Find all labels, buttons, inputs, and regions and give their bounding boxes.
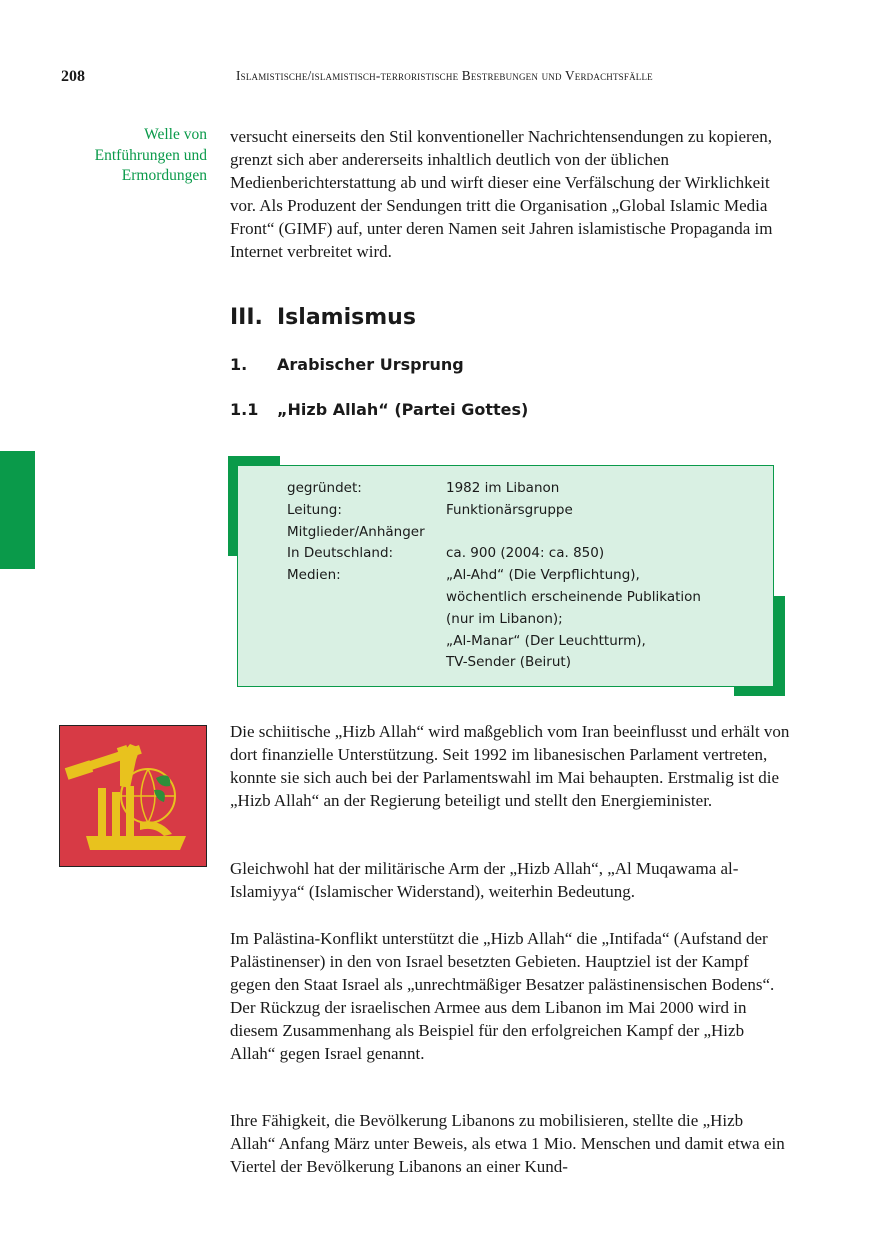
margin-note-line: Entführungen und (94, 146, 207, 164)
factbox-value (446, 522, 701, 544)
emblem-leaf (156, 775, 170, 786)
factbox-value-line: Funktionärsgruppe (446, 501, 573, 518)
factbox-value-line: „Al-Manar“ (Der Leuchtturm), (446, 632, 646, 649)
running-head: Islamistische/islamistisch-terroristische Bestrebungen und Verdachtsfälle (236, 68, 653, 83)
emblem-letter (112, 792, 120, 836)
hizb-allah-emblem (59, 725, 207, 867)
emblem-rifle-stock (65, 760, 93, 779)
factbox-row (287, 500, 701, 522)
factbox-row (287, 543, 701, 565)
margin-note (40, 125, 207, 187)
part-heading-title: Islamismus (277, 305, 416, 330)
section-heading-number: 1. (230, 355, 248, 374)
factbox-value (446, 543, 701, 565)
body-paragraph-5: Ihre Fähigkeit, die Bevölkerung Libanons zu mobilisieren, stellte die „Hizb Allah“ Anfang März unter Beweis, als etwa 1 Mio. Menschen und damit etwa ein Viertel der Bevölkerung Libanons an einer Kund- (230, 1111, 785, 1176)
factbox-value (446, 565, 701, 674)
margin-note-line: Welle von (144, 126, 207, 143)
factbox-label: In Deutschland: (287, 545, 394, 562)
factbox-row (287, 522, 701, 544)
body-paragraph-3: Gleichwohl hat der militärische Arm der „Hizb Allah“, „Al Muqawama al-Islamiyya“ (Islamischer Widerstand), weiterhin Bedeutung. (230, 859, 739, 901)
factbox-row (287, 478, 701, 500)
factbox-label: Medien: (287, 567, 341, 584)
body-paragraph-1: versucht einerseits den Stil konventioneller Nachrichtensendungen zu kopieren, grenzt sich aber andererseits inhaltlich deutlich von der üblichen Medienberichterstattung ab und wirft dieser eine Verfälschung der Wirklichkeit vor. Als Produzent der Sendungen tritt die Organisation „Global Islamic Media Front“ (GIMF) auf, unter deren Namen seit Jahren islamistische Propaganda im Internet verbreitet wird. (230, 127, 773, 261)
emblem-letter (98, 788, 106, 836)
page-number: 208 (61, 68, 85, 85)
section-heading-title: Arabischer Ursprung (277, 355, 464, 374)
part-heading (230, 305, 416, 330)
factbox-value-line: „Al-Ahd“ (Die Verpflichtung), (446, 567, 640, 584)
section-heading-1 (230, 355, 464, 374)
emblem-letter-base (86, 836, 186, 850)
margin-note-line: Ermordungen (121, 167, 207, 184)
factbox-value (446, 478, 701, 500)
factbox-row (287, 565, 701, 674)
body-paragraph-4: Im Palästina-Konflikt unterstützt die „Hizb Allah“ die „Intifada“ (Aufstand der Palästinenser) in den von Israel besetzten Gebieten. Hauptziel ist der Kampf gegen den Staat Israel als „unrechtmäßiger Besatzer palästinensischen Bodens“. Der Rückzug der israelischen Armee aus dem Libanon im Mai 2000 wird in diesem Zusammenhang als Beispiel für den erfolgreichen Kampf der „Hizb Allah“ gegen Israel genannt. (230, 929, 775, 1063)
factbox-table (287, 478, 701, 674)
factbox-value-line: TV-Sender (Beirut) (446, 654, 571, 671)
factbox-value-line: ca. 900 (2004: ca. 850) (446, 545, 605, 562)
factbox-label: Leitung: (287, 501, 342, 518)
body-paragraph-2: Die schiitische „Hizb Allah“ wird maßgeblich vom Iran beeinflusst und erhält von dort finanzielle Unterstützung. Seit 1992 im libanesischen Parlament vertreten, konnte sie sich auch bei der Parlamentswahl im Mai behaupten. Erstmalig ist die „Hizb Allah“ an der Regierung beteiligt und stellt den Energieminister. (230, 722, 790, 810)
factbox (237, 465, 774, 687)
factbox-label: gegründet: (287, 480, 362, 496)
section-heading-1-1 (230, 400, 528, 419)
factbox-value-line: wöchentlich erscheinende Publikation (446, 588, 701, 605)
factbox-value (446, 500, 701, 522)
part-heading-number: III. (230, 305, 263, 330)
side-tab-marker (0, 451, 35, 569)
factbox-label: Mitglieder/Anhänger (287, 523, 425, 540)
section-heading-number: 1.1 (230, 400, 259, 419)
emblem-graphic (60, 726, 206, 866)
factbox-value-line: (nur im Libanon); (446, 610, 563, 627)
emblem-letter-curve (140, 821, 172, 836)
factbox-value-line: 1982 im Libanon (446, 480, 560, 496)
section-heading-title: „Hizb Allah“ (Partei Gottes) (277, 400, 529, 419)
emblem-letter (126, 786, 134, 836)
